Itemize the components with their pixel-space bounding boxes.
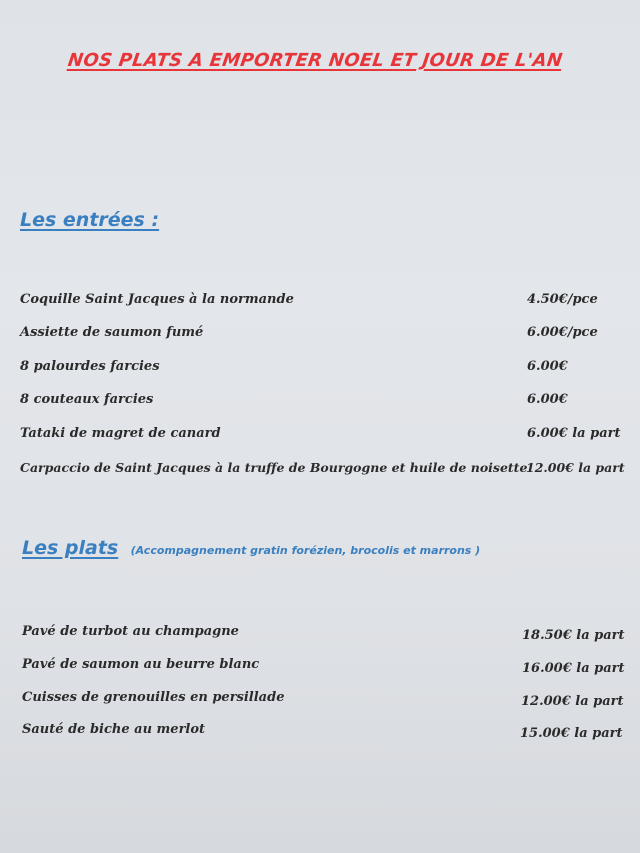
section-title-entrees — [20, 204, 159, 232]
item-price: 6.00€/pce — [527, 325, 598, 340]
item-name: 8 palourdes farcies — [20, 359, 160, 374]
item-price: 6.00€ — [527, 359, 568, 374]
item-name: Cuisses de grenouilles en persillade — [22, 690, 285, 705]
item-price: 15.00€ la part — [520, 726, 623, 741]
item-name: Assiette de saumon fumé — [20, 325, 204, 340]
item-name: Coquille Saint Jacques à la normande — [20, 292, 294, 307]
item-price: 6.00€ la part — [527, 426, 621, 441]
item-price: 12.00€ la part — [521, 694, 624, 709]
item-name: Tataki de magret de canard — [20, 426, 221, 441]
item-name: Sauté de biche au merlot — [22, 722, 206, 737]
section-heading: Les plats — [22, 537, 119, 559]
item-name: Pavé de turbot au champagne — [22, 624, 239, 639]
section-heading: Les entrées : — [20, 209, 160, 231]
item-price: 12.00€ la part — [526, 460, 625, 475]
item-price: 6.00€ — [527, 392, 568, 407]
item-name: Carpaccio de Saint Jacques à la truffe de Bourgogne et huile de noisette — [20, 460, 528, 475]
item-name: 8 couteaux farcies — [20, 392, 154, 407]
item-price: 16.00€ la part — [522, 661, 625, 676]
item-price: 18.50€ la part — [522, 628, 625, 643]
item-price: 4.50€/pce — [527, 292, 598, 307]
menu-title: NOS PLATS A EMPORTER NOEL ET JOUR DE L'AN — [66, 50, 564, 71]
item-name: Pavé de saumon au beurre blanc — [22, 657, 260, 672]
section-note: (Accompagnement gratin forézien, brocolis et marrons ) — [130, 544, 481, 557]
section-title-plats — [22, 532, 480, 560]
